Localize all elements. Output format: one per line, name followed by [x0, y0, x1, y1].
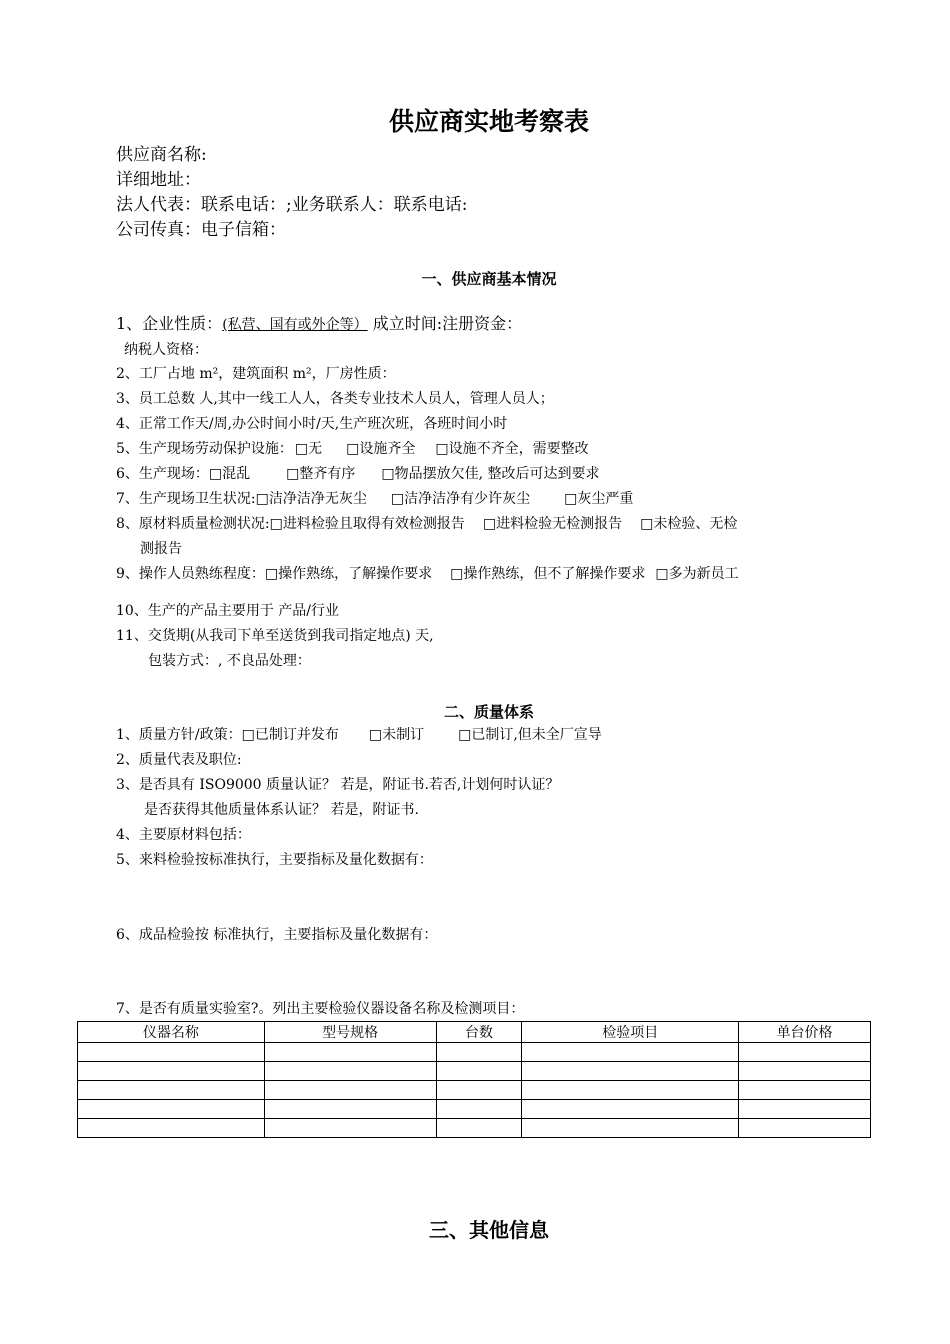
s1-item7-label: 7、生产现场卫生状况:: [116, 491, 256, 507]
s1-item5-option[interactable]: □设施齐全: [346, 441, 416, 457]
s1-item1-cont: 纳税人资格：: [124, 342, 208, 358]
s1-item11-cont: 包装方式：, 不良品处理：: [148, 653, 311, 669]
table-cell[interactable]: [436, 1043, 522, 1062]
address-field: 详细地址：: [116, 170, 201, 190]
table-row: [78, 1043, 871, 1062]
s1-item2: 2、工厂占地 m²，建筑面积 m²，厂房性质：: [116, 366, 396, 382]
column-header: 单台价格: [739, 1022, 871, 1043]
contact-field: 法人代表：联系电话：;业务联系人：联系电话:: [116, 195, 468, 215]
s2-item2: 2、质量代表及职位:: [116, 752, 242, 768]
s1-item1-rest: 成立时间:注册资金：: [367, 314, 523, 333]
s2-item1: [116, 725, 602, 745]
s1-item6-option[interactable]: □整齐有序: [286, 466, 356, 482]
table-cell[interactable]: [739, 1062, 871, 1081]
s1-item6-option[interactable]: □物品摆放欠佳, 整改后可达到要求: [381, 466, 600, 482]
s2-item1-option[interactable]: □已制订并发布: [241, 727, 339, 743]
table-cell[interactable]: [264, 1081, 436, 1100]
s2-item3-cont: 是否获得其他质量体系认证？ 若是，附证书.: [144, 802, 419, 818]
s1-item7-option[interactable]: □洁净洁净有少许灰尘: [390, 491, 531, 507]
table-row: [78, 1062, 871, 1081]
s2-item1-option[interactable]: □已制订,但未全厂宣导: [458, 727, 602, 743]
table-cell[interactable]: [264, 1119, 436, 1138]
table-cell[interactable]: [522, 1062, 739, 1081]
table-cell[interactable]: [739, 1119, 871, 1138]
s2-item5: 5、来料检验按标准执行，主要指标及量化数据有：: [116, 852, 433, 868]
section3-heading: 三、其他信息: [429, 1218, 549, 1242]
s1-item9-label: 9、操作人员熟练程度：: [116, 566, 265, 582]
table-cell[interactable]: [522, 1081, 739, 1100]
s1-item5-option[interactable]: □设施不齐全，需要整改: [435, 441, 589, 457]
s1-item8-cont: 测报告: [140, 541, 182, 557]
table-cell[interactable]: [522, 1119, 739, 1138]
supplier-name-field: 供应商名称:: [116, 145, 207, 165]
section1-heading: 一、供应商基本情况: [421, 270, 557, 288]
s2-item1-label: 1、质量方针/政策：: [116, 727, 242, 743]
table-cell[interactable]: [264, 1043, 436, 1062]
s1-item8-option[interactable]: □进料检验无检测报告: [482, 516, 623, 532]
s1-item1-hint: (私营、国有或外企等）: [222, 317, 368, 333]
s1-item1: [116, 314, 522, 335]
s1-item5-option[interactable]: □无: [294, 441, 323, 457]
table-cell[interactable]: [522, 1100, 739, 1119]
column-header: 仪器名称: [78, 1022, 265, 1043]
table-cell[interactable]: [78, 1062, 265, 1081]
column-header: 检验项目: [522, 1022, 739, 1043]
page-title: 供应商实地考察表: [388, 107, 589, 136]
table-header-row: [78, 1022, 871, 1043]
fax-email-field: 公司传真：电子信箱：: [116, 220, 286, 240]
s1-item7-option[interactable]: □灰尘严重: [564, 491, 634, 507]
s2-item1-option[interactable]: □未制订: [368, 727, 425, 743]
table-cell[interactable]: [78, 1081, 265, 1100]
s1-item3: 3、员工总数 人,其中一线工人人，各类专业技术人员人，管理人员人；: [116, 391, 554, 407]
table-row: [78, 1100, 871, 1119]
table-cell[interactable]: [739, 1081, 871, 1100]
s1-item10: 10、生产的产品主要用于 产品/行业: [116, 603, 339, 619]
s1-item5: [116, 439, 589, 459]
column-header: 型号规格: [264, 1022, 436, 1043]
s1-item4: 4、正常工作天/周,办公时间小时/天,生产班次班，各班时间小时: [116, 416, 508, 432]
s1-item9-option[interactable]: □多为新员工: [655, 566, 739, 582]
table-row: [78, 1081, 871, 1100]
s1-item8-label: 8、原材料质量检测状况:: [116, 516, 270, 532]
table-cell[interactable]: [522, 1043, 739, 1062]
column-header: 台数: [436, 1022, 522, 1043]
table-cell[interactable]: [78, 1100, 265, 1119]
s1-item11: 11、交货期(从我司下单至送货到我司指定地点) 天,: [116, 628, 434, 644]
s1-item1-label: 1、企业性质：: [116, 314, 223, 333]
table-cell[interactable]: [436, 1081, 522, 1100]
s2-item3: 3、是否具有 ISO9000 质量认证？ 若是，附证书.若否,计划何时认证？: [116, 777, 560, 793]
section2-heading: 二、质量体系: [443, 703, 534, 721]
s2-item7: 7、是否有质量实验室?。列出主要检验仪器设备名称及检测项目：: [116, 1001, 525, 1017]
s1-item6-option[interactable]: □混乱: [208, 466, 251, 482]
s1-item7-option[interactable]: □洁净洁净无灰尘: [255, 491, 367, 507]
s1-item8-option[interactable]: □进料检验且取得有效检测报告: [269, 516, 465, 532]
s1-item5-label: 5、生产现场劳动保护设施：: [116, 441, 293, 457]
table-cell[interactable]: [739, 1043, 871, 1062]
table-cell[interactable]: [264, 1100, 436, 1119]
s2-item4: 4、主要原材料包括：: [116, 827, 251, 843]
table-cell[interactable]: [436, 1062, 522, 1081]
table-cell[interactable]: [436, 1100, 522, 1119]
s1-item9-option[interactable]: □操作熟练，但不了解操作要求: [450, 566, 646, 582]
s1-item6: [116, 464, 600, 484]
table-cell[interactable]: [436, 1119, 522, 1138]
s1-item8-option[interactable]: □未检验、无检: [640, 516, 738, 532]
s1-item9-option[interactable]: □操作熟练，了解操作要求: [264, 566, 433, 582]
table-cell[interactable]: [264, 1062, 436, 1081]
s1-item7: [116, 489, 633, 509]
s1-item8: [116, 514, 737, 534]
table-row: [78, 1119, 871, 1138]
s1-item6-label: 6、生产现场：: [116, 466, 209, 482]
s1-item9: [116, 564, 739, 584]
table-cell[interactable]: [78, 1043, 265, 1062]
instrument-table: [77, 1021, 871, 1138]
table-cell[interactable]: [739, 1100, 871, 1119]
s2-item6: 6、成品检验按 标准执行，主要指标及量化数据有：: [116, 927, 438, 943]
table-cell[interactable]: [78, 1119, 265, 1138]
